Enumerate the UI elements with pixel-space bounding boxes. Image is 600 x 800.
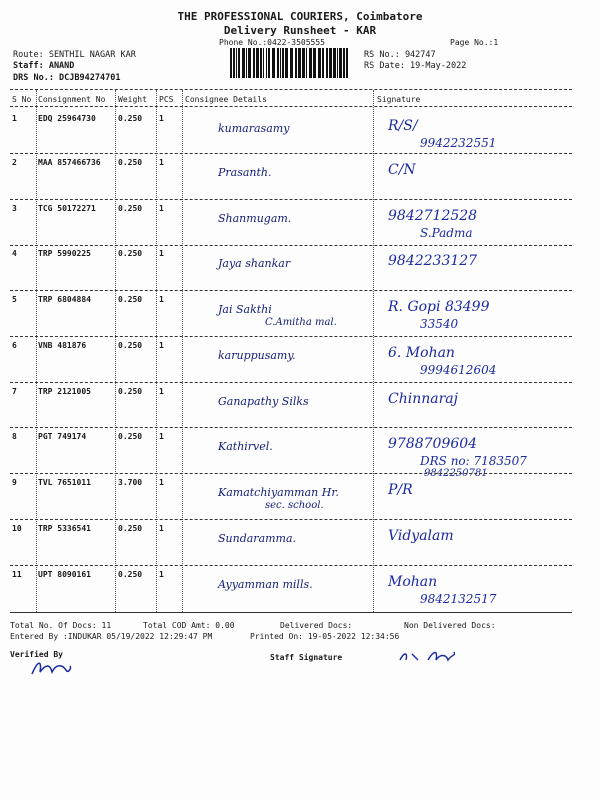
row-pcs: 1 bbox=[159, 524, 164, 533]
row-consignee: Shanmugam. bbox=[218, 212, 292, 225]
column-header-weight: Weight bbox=[118, 95, 147, 104]
barcode-bar bbox=[295, 48, 297, 78]
row-weight: 0.250 bbox=[118, 432, 143, 441]
barcode-bar bbox=[248, 48, 251, 78]
barcode-bar bbox=[333, 48, 336, 78]
row-weight: 0.250 bbox=[118, 158, 143, 167]
row-weight: 3.700 bbox=[118, 478, 143, 487]
row-consignee: Ayyamman mills. bbox=[218, 578, 313, 591]
row-divider bbox=[10, 245, 572, 246]
row-consignee: kumarasamy bbox=[218, 122, 290, 135]
row-pcs: 1 bbox=[159, 341, 164, 350]
barcode-bar bbox=[236, 48, 237, 78]
barcode-bar bbox=[329, 48, 332, 78]
barcode-bar bbox=[302, 48, 305, 78]
barcode-bar bbox=[280, 48, 281, 78]
row-sno: 8 bbox=[12, 432, 17, 441]
barcode-bar bbox=[285, 48, 288, 78]
row-consignee: Jai Sakthi bbox=[218, 303, 272, 316]
verifier-signature-mark bbox=[28, 658, 74, 680]
col-divider bbox=[373, 90, 374, 612]
row-consignee: Sundaramma. bbox=[218, 532, 297, 545]
barcode-bar bbox=[306, 48, 307, 78]
barcode-bar bbox=[337, 48, 338, 78]
row-consignment-no: TCG 50172271 bbox=[38, 204, 96, 213]
barcode-bar bbox=[313, 48, 316, 78]
barcode-bar bbox=[277, 48, 279, 78]
row-pcs: 1 bbox=[159, 387, 164, 396]
row-consignee: Kamatchiyamman Hr. bbox=[218, 486, 339, 499]
row-signature: R. Gopi 83499 bbox=[388, 299, 490, 315]
row-divider bbox=[10, 473, 572, 474]
row-weight: 0.250 bbox=[118, 114, 143, 123]
row-signature-line2: 9842132517 bbox=[420, 592, 497, 606]
column-header-sno: S No bbox=[12, 95, 32, 104]
row-divider bbox=[10, 290, 572, 291]
row-consignee: Prasanth. bbox=[218, 166, 272, 179]
barcode-bar bbox=[256, 48, 259, 78]
row-consignment-no: EDQ 25964730 bbox=[38, 114, 96, 123]
entered-by: Entered By :INDUKAR 05/19/2022 12:29:47 PM bbox=[10, 632, 213, 641]
row-divider bbox=[10, 199, 572, 200]
row-divider bbox=[10, 427, 572, 428]
row-sno: 10 bbox=[12, 524, 22, 533]
barcode-bar bbox=[260, 48, 262, 78]
row-weight: 0.250 bbox=[118, 295, 143, 304]
row-divider bbox=[10, 382, 572, 383]
row-consignment-no: TRP 6804884 bbox=[38, 295, 91, 304]
row-signature: Mohan bbox=[388, 574, 438, 590]
delivered-docs: Delivered Docs: bbox=[280, 621, 353, 630]
row-consignee: karuppusamy. bbox=[218, 349, 296, 362]
row-pcs: 1 bbox=[159, 114, 164, 123]
row-weight: 0.250 bbox=[118, 524, 143, 533]
row-signature-line2: 9994612604 bbox=[420, 363, 497, 377]
header-bottom-rule bbox=[10, 106, 572, 107]
row-sno: 11 bbox=[12, 570, 22, 579]
barcode-bar bbox=[253, 48, 255, 78]
row-consignee: Kathirvel. bbox=[218, 440, 273, 453]
row-pcs: 1 bbox=[159, 204, 164, 213]
barcode-bar bbox=[309, 48, 312, 78]
barcode-bar bbox=[233, 48, 235, 78]
row-signature: 9788709604 bbox=[388, 436, 478, 452]
barcode-bar bbox=[290, 48, 293, 78]
row-consignment-no: TRP 5990225 bbox=[38, 249, 91, 258]
row-signature-line2: 9942232551 bbox=[420, 136, 497, 150]
barcode-bar bbox=[318, 48, 321, 78]
row-pcs: 1 bbox=[159, 570, 164, 579]
total-docs: Total No. Of Docs: 11 bbox=[10, 621, 112, 630]
non-delivered-docs: Non Delivered Docs: bbox=[404, 621, 496, 630]
col-divider bbox=[182, 90, 183, 612]
barcode-bar bbox=[263, 48, 264, 78]
row-sno: 5 bbox=[12, 295, 17, 304]
barcode-bar bbox=[238, 48, 240, 78]
row-pcs: 1 bbox=[159, 249, 164, 258]
row-sno: 6 bbox=[12, 341, 17, 350]
row-consignment-no: PGT 749174 bbox=[38, 432, 87, 441]
row-sno: 2 bbox=[12, 158, 17, 167]
barcode-bar bbox=[339, 48, 342, 78]
phone-number: Phone No.:0422-3505555 bbox=[219, 38, 325, 47]
table-bottom-rule bbox=[10, 612, 572, 613]
rs-date: RS Date: 19-May-2022 bbox=[364, 61, 467, 71]
barcode-bar bbox=[346, 48, 348, 78]
row-weight: 0.250 bbox=[118, 249, 143, 258]
printed-on: Printed On: 19-05-2022 12:34:56 bbox=[250, 632, 400, 641]
row-consignment-no: MAA 857466736 bbox=[38, 158, 101, 167]
row-weight: 0.250 bbox=[118, 387, 143, 396]
row-signature: 9842712528 bbox=[388, 208, 478, 224]
rs-number: RS No.: 942747 bbox=[364, 50, 436, 60]
barcode-bar bbox=[322, 48, 324, 78]
barcode-bar bbox=[298, 48, 301, 78]
row-consignee-line2: C.Amitha mal. bbox=[265, 317, 337, 328]
barcode-bar bbox=[246, 48, 247, 78]
row-divider bbox=[10, 519, 572, 520]
row-weight: 0.250 bbox=[118, 204, 143, 213]
row-pcs: 1 bbox=[159, 295, 164, 304]
row-consignee-line2: sec. school. bbox=[265, 500, 324, 511]
header-top-rule bbox=[10, 89, 572, 90]
col-divider bbox=[115, 90, 116, 612]
barcode-bar bbox=[326, 48, 328, 78]
column-header-pcs: PCS bbox=[159, 95, 174, 104]
drs-number: DRS No.: DCJB94274701 bbox=[13, 73, 121, 83]
row-consignee: Jaya shankar bbox=[218, 257, 291, 270]
row-signature: Chinnaraj bbox=[388, 391, 458, 407]
row-weight: 0.250 bbox=[118, 341, 143, 350]
barcode-bar bbox=[272, 48, 275, 78]
row-signature-line2: 33540 bbox=[420, 317, 459, 331]
route: Route: SENTHIL NAGAR KAR bbox=[13, 50, 136, 60]
barcode-bar bbox=[343, 48, 345, 78]
barcode-bar bbox=[230, 48, 232, 78]
staff-signature-mark bbox=[398, 648, 458, 666]
col-divider bbox=[156, 90, 157, 612]
row-signature: C/N bbox=[388, 162, 416, 178]
row-consignment-no: VNB 481876 bbox=[38, 341, 87, 350]
row-divider bbox=[10, 565, 572, 566]
runsheet-title: THE PROFESSIONAL COURIERS, Coimbatore bbox=[177, 10, 423, 23]
total-cod: Total COD Amt: 0.00 bbox=[143, 621, 235, 630]
barcode-bar bbox=[242, 48, 245, 78]
staff-signature-label: Staff Signature bbox=[270, 653, 343, 662]
row-pcs: 1 bbox=[159, 478, 164, 487]
row-pcs: 1 bbox=[159, 158, 164, 167]
row-divider bbox=[10, 336, 572, 337]
row-divider bbox=[10, 153, 572, 154]
page-number: Page No.:1 bbox=[450, 38, 499, 47]
row-sno: 1 bbox=[12, 114, 17, 123]
row-signature: Vidyalam bbox=[388, 528, 454, 544]
column-header-signature: Signature bbox=[377, 95, 421, 104]
row-sno: 9 bbox=[12, 478, 17, 487]
row-sno: 7 bbox=[12, 387, 17, 396]
row-sno: 4 bbox=[12, 249, 17, 258]
row-signature: R/S/ bbox=[388, 118, 418, 134]
row-consignment-no: UPT 8090161 bbox=[38, 570, 91, 579]
col-divider bbox=[36, 90, 37, 612]
row-pcs: 1 bbox=[159, 432, 164, 441]
row-sno: 3 bbox=[12, 204, 17, 213]
verified-by-label: Verified By bbox=[10, 650, 63, 659]
runsheet-subtitle: Delivery Runsheet - KAR bbox=[223, 24, 377, 37]
row-consignment-no: TRP 5336541 bbox=[38, 524, 91, 533]
barcode-bar bbox=[266, 48, 267, 78]
barcode-bar bbox=[268, 48, 270, 78]
row-consignment-no: TVL 7651011 bbox=[38, 478, 91, 487]
column-header-consignment: Consignment No bbox=[38, 95, 106, 104]
barcode-image bbox=[230, 48, 348, 78]
barcode-bar bbox=[282, 48, 284, 78]
row-weight: 0.250 bbox=[118, 570, 143, 579]
row-signature: P/R bbox=[388, 482, 413, 498]
row-consignee: Ganapathy Silks bbox=[218, 395, 309, 408]
row-consignment-no: TRP 2121005 bbox=[38, 387, 91, 396]
staff: Staff: ANAND bbox=[13, 61, 75, 71]
column-header-consignee: Consignee Details bbox=[185, 95, 267, 104]
row-signature-line2: DRS no: 7183507 bbox=[420, 454, 527, 468]
row-signature-line3: 9842250781 bbox=[424, 468, 488, 479]
row-signature: 9842233127 bbox=[388, 253, 478, 269]
row-signature: 6. Mohan bbox=[388, 345, 455, 361]
row-signature-line2: S.Padma bbox=[420, 226, 473, 240]
